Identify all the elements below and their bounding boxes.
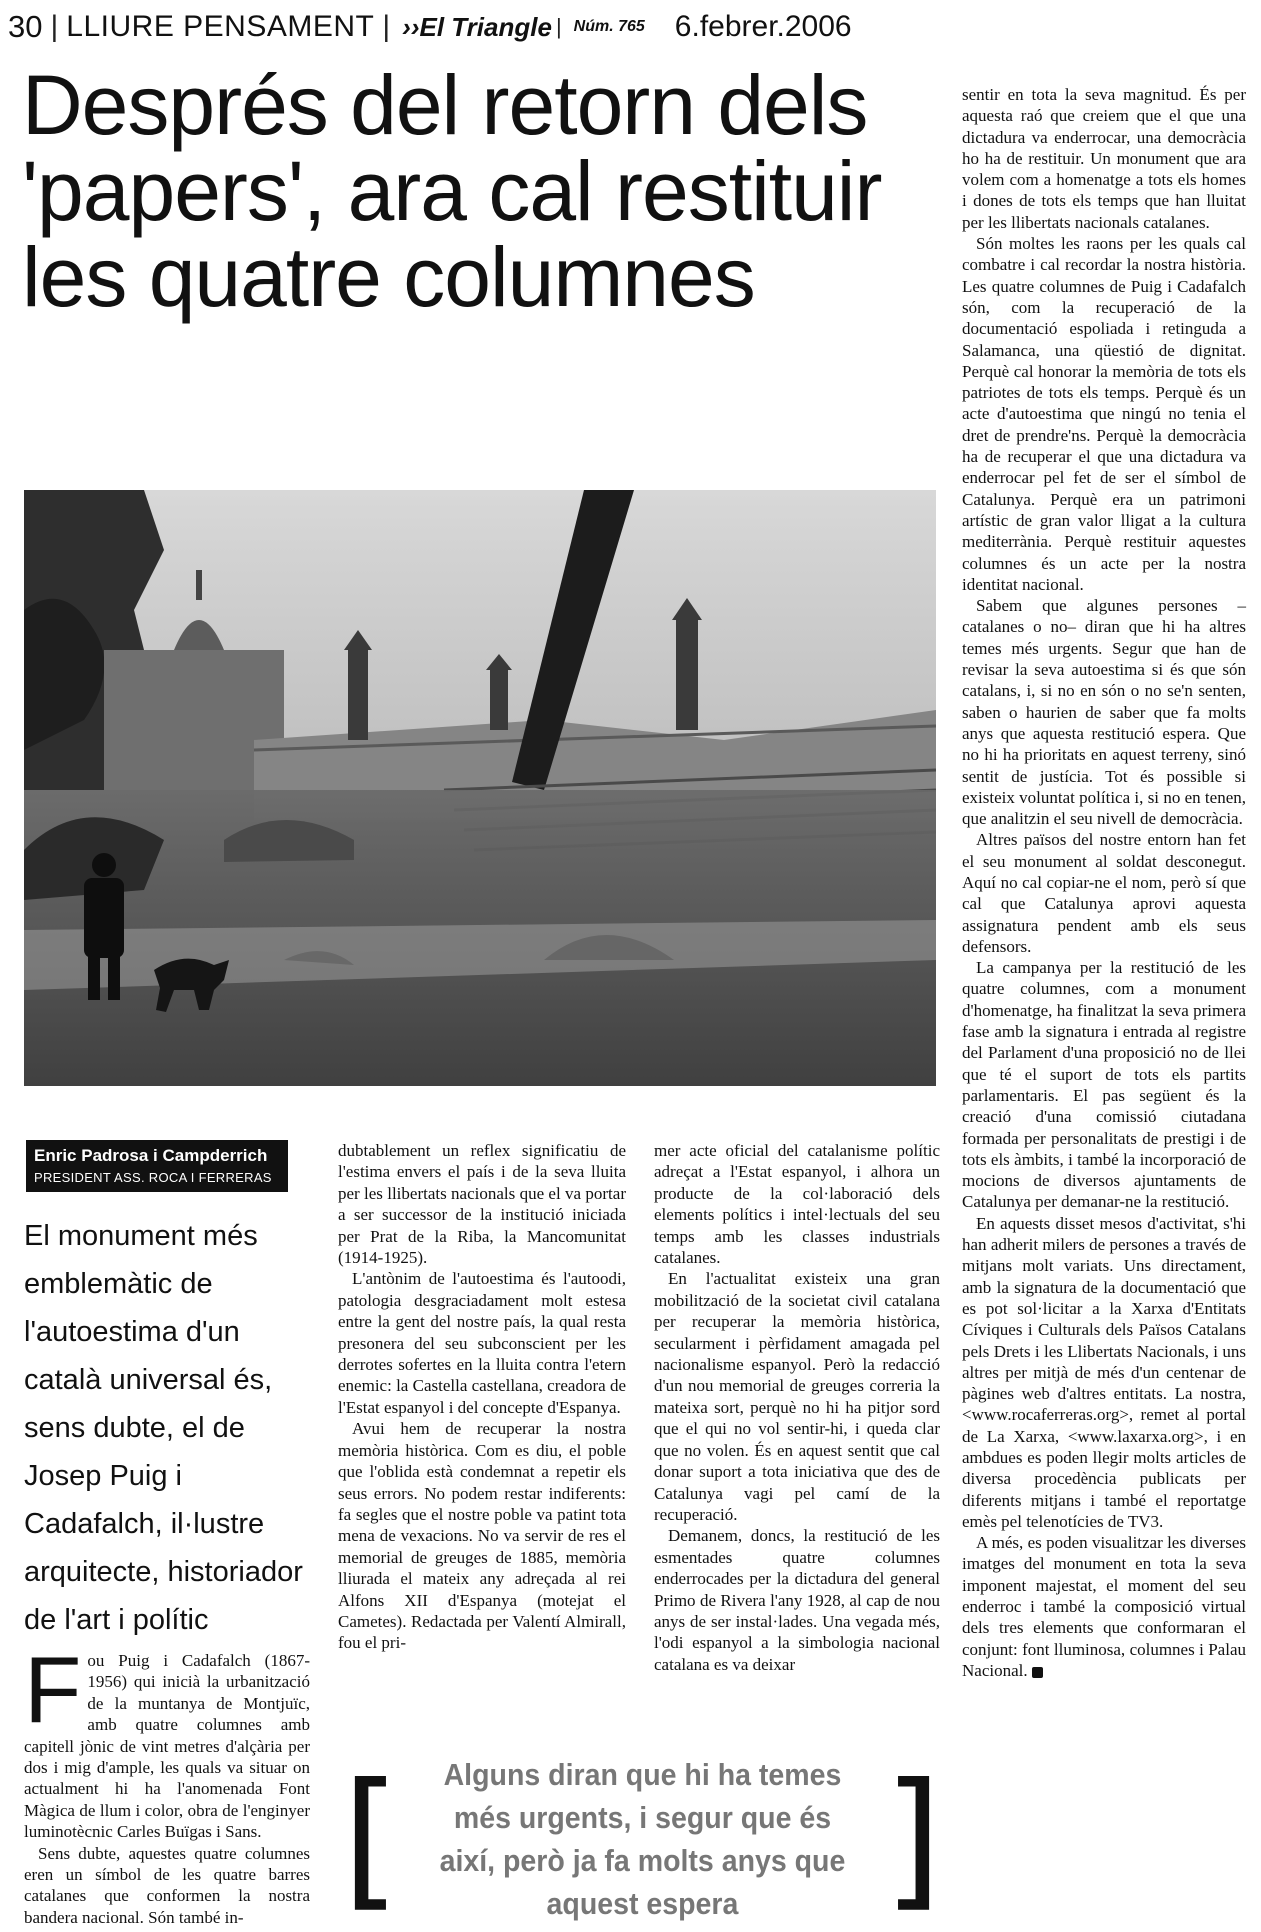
pull-quote	[342, 1746, 942, 1932]
paragraph: sentir en tota la seva magnitud. És per aquesta raó que creiem que el que una dictadura va enderrocar, una democràcia ho ha de restituir. Un monument que ara volem com a homenatge a tots els homes i dones de tots els temps que han lluitat per les llibertats nacionals catalanes.	[962, 85, 1246, 232]
paragraph: La campanya per la restitució de les quatre columnes, com a monument d'homenatge, ha finalitzat la seva primera fase amb la signatura i entrada al registre del Parlament d'una proposició no de llei que té el suport de tots els partits parlamentaris. El pas següent és la creació d'una comissió ciutadana formada per personalitats de prestigi i de tots els àmbits, i també la incorporació de mocions de diversos ajuntaments de Catalunya per demanar-ne la restitució.	[962, 958, 1246, 1212]
issue-date: 6.febrer.2006	[674, 10, 852, 43]
paragraph: Demanem, doncs, la restitució de les esmentades quatre columnes enderrocades per la dictadura del general Primo de Rivera l'any 1928, al cap de nou anys de ser instal·lades. Una vegada més, l'odi espanyol a la simbologia nacional catalana es va deixar	[654, 1526, 940, 1674]
author-role: PRESIDENT ASS. ROCA I FERRERAS	[34, 1170, 272, 1185]
text-column-3	[654, 1140, 940, 1675]
drop-cap: F	[24, 1637, 82, 1742]
close-bracket: ]	[883, 1752, 942, 1926]
page-header	[8, 6, 1253, 48]
paragraph: En l'actualitat existeix una gran mobilització de la societat civil catalana per recuperar la memòria històrica, secularment i pèrfidament amagada pel nacionalisme espanyol. Però la redacció d'un nou memorial de greuges correria la mateixa sort, perquè no hi ha pitjor sord que el qui no vol sentir-hi, i queda clar que no volen. És en aquest sentit que cal donar suport a tota iniciativa que des de Catalunya vagi pel camí de la recuperació.	[654, 1269, 940, 1524]
article-headline: Després del retorn dels 'papers', ara cal restituir les quatre columnes	[22, 58, 882, 324]
header-separator: |	[50, 10, 59, 43]
paragraph-text: A més, es poden visualitzar les diverses imatges del monument en tota la seva imponent majestat, el moment del seu enderroc i també la composició virtual dels tres elements que conformaran el conjunt: font lluminosa, columnes i Palau Nacional.	[962, 1533, 1246, 1680]
paragraph: Sabem que algunes persones –catalanes o no– diran que hi ha altres temes més urgents. Segur que han de revisar la seva autoestima si és que són catalans, i, si no en són o no se'n senten, saben o haurien de saber que fa molts anys que aquesta restitució espera. Que no hi ha prioritats en aquest terreny, sinó sentit de justícia. Tot és possible si existeix voluntat política i, si no en tenen, que analitzin el seu nivell de democràcia.	[962, 596, 1246, 829]
section-name: LLIURE PENSAMENT	[66, 10, 375, 43]
page-number: 30	[8, 9, 43, 44]
paragraph: dubtablement un reflex significatiu de l'estima envers el país i de la seva lluita per les llibertats nacionals que el va portar a ser successor de la institució iniciada per Prat de la Riba, la Mancomunitat (1914-1925).	[338, 1141, 626, 1268]
paragraph: Són moltes les raons per les quals cal combatre i cal recordar la nostra història. Les quatre columnes de Puig i Cadafalch són, com la recuperació de la documentació espoliada i retinguda a Salamanca, una qüestió de dignitat. Perquè cal honorar la memòria de tots els patriotes de tots els temps. Perquè és un acte d'autoestima que ningú no tenia el dret de prendre'ns. Perquè la democràcia ha de recuperar el que una dictadura va enderrocar pel fet de ser el símbol de Catalunya. Perquè era un patrimoni artístic de gran valor lligat a la cultura mediterrània. Perquè restituir aquestes columnes és un acte per la nostra identitat nacional.	[962, 234, 1246, 594]
header-separator: |	[382, 10, 391, 43]
header-separator: |	[555, 14, 562, 39]
issue-number: Núm. 765	[573, 18, 645, 35]
text-column-4	[962, 84, 1246, 1681]
text-column-2	[338, 1140, 626, 1654]
paragraph: mer acte oficial del catalanisme polític adreçat a l'Estat espanyol, i alhora un producte de la col·laboració dels elements polítics i intel·lectuals del seu temps amb les classes industrials catalanes.	[654, 1141, 940, 1268]
author-box	[26, 1140, 288, 1192]
paragraph: Avui hem de recuperar la nostra memòria històrica. Com es diu, el poble que l'oblida està condemnat a repetir els seus errors. No podem restar indiferents: fa segles que el nostre poble va patint tota mena de vexacions. No va servir de res el memorial de greuges de 1885, memòria lliurada el mateix any adreçada al rei Alfons XII d'Espanya (motejat el Cametes). Redactada per Valentí Almirall, fou el pri-	[338, 1419, 626, 1653]
publication-name: ››El Triangle	[402, 11, 552, 42]
monument-ruins-photo	[24, 490, 936, 1086]
paragraph: Altres països del nostre entorn han fet el seu monument al soldat desconegut. Aquí no cal copiar-ne el nom, però sí que cal que Catalunya aprovi aquesta assignatura pendent amb els seus defensors.	[962, 830, 1246, 956]
paragraph: ou Puig i Cadafalch (1867-1956) qui inicià la urbanització de la muntanya de Montjuïc, amb quatre columnes amb capitell jònic de vint metres d'alçària per dos i mig d'ample, les quals va situar on actualment hi ha l'anomenada Font Màgica de llum i color, obra de l'enginyer luminotècnic Carles Buïgas i Sans.	[24, 1651, 310, 1842]
author-name: Enric Padrosa i Campderrich	[34, 1146, 268, 1165]
article-lead: El monument més emblemàtic de l'autoestima d'un català universal és, sens dubte, el de Josep Puig i Cadafalch, il·lustre arquitecte, historiador de l'art i polític	[24, 1220, 303, 1636]
open-bracket: [	[342, 1752, 401, 1926]
pull-quote-text: Alguns diran que hi ha temes més urgents, i segur que és així, però ja fa molts anys que aquest espera	[439, 1757, 845, 1921]
paragraph: L'antònim de l'autoestima és l'autoodi, patologia desgraciadament molt estesa entre la gent del nostre país, la qual resta presonera del seu subconscient per les derrotes sofertes en la lluita contra l'etern enemic: la Castella castellana, creadora de l'Estat espanyol i del concepte d'Espanya.	[338, 1269, 626, 1417]
paragraph-last	[962, 1532, 1246, 1681]
paragraph: Sens dubte, aquestes quatre columnes eren un símbol de les quatre barres catalanes que conformen la nostra bandera nacional. Són també in-	[24, 1843, 310, 1927]
paragraph: En aquests disset mesos d'activitat, s'hi han adherit milers de persones a través de mitjans molt variats. Uns directament, amb la signatura de la documentació que es pot sol·licitar a la Xarxa d'Entitats Cíviques i Culturals dels Països Catalans pels Drets i les Llibertats Nacionals, i uns altres per mitjà de més d'un centenar de pàgines web d'altres entitats. La nostra, <www.rocaferreras.org>, remet al portal de La Xarxa, <www.laxarxa.org>, i en ambdues es poden llegir molts articles de diversa procedència publicats per diferents mitjans i també el reportatge emès pel telenotícies de TV3.	[962, 1213, 1246, 1531]
text-column-1	[24, 1637, 310, 1928]
end-of-article-icon	[1032, 1667, 1043, 1678]
